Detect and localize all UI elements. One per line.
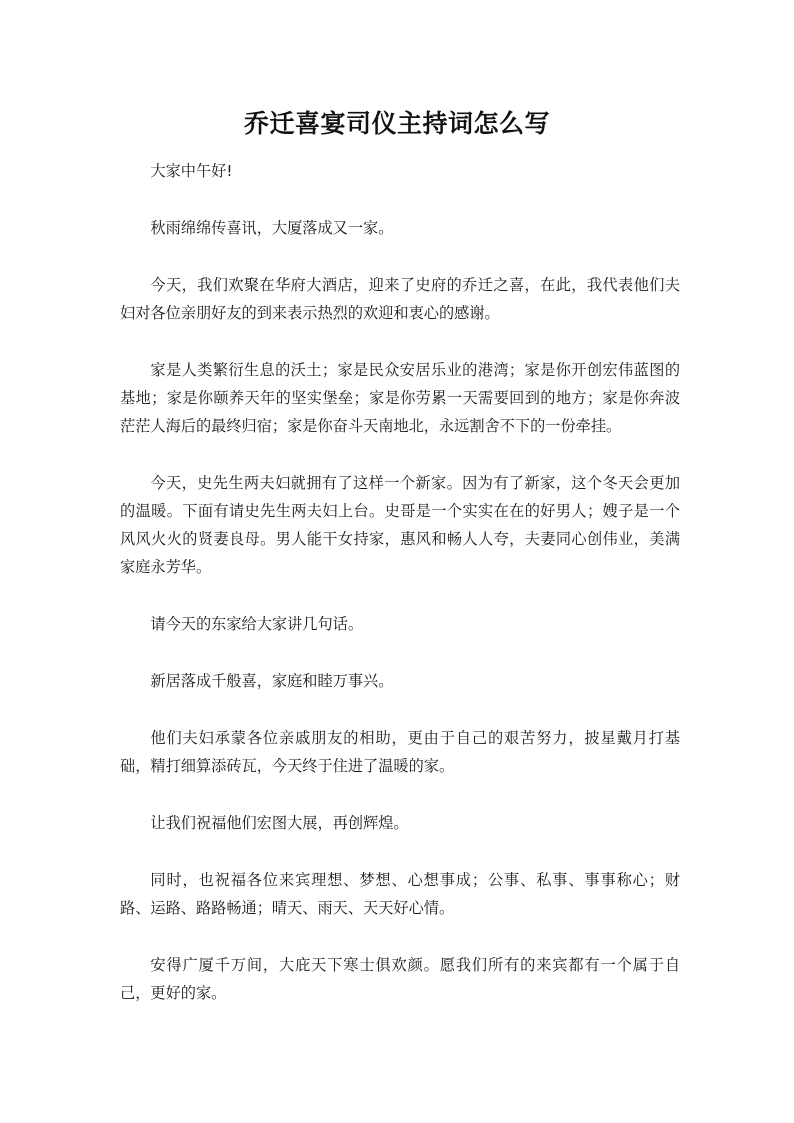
paragraph: 今天，我们欢聚在华府大酒店，迎来了史府的乔迁之喜，在此，我代表他们夫妇对各位亲朋好友的到来表示热烈的欢迎和衷心的感谢。 [120,276,680,322]
paragraph: 同时，也祝福各位来宾理想、梦想、心想事成；公事、私事、事事称心；财路、运路、路路畅通；晴天、雨天、天天好心情。 [120,871,680,917]
document-title: 乔迁喜宴司仪主持词怎么写 [243,109,550,138]
paragraph-greeting: 大家中午好! [150,162,233,180]
paragraph: 请今天的东家给大家讲几句话。 [150,615,364,633]
paragraph: 新居落成千般喜，家庭和睦万事兴。 [150,672,394,690]
paragraph: 今天，史先生两夫妇就拥有了这样一个新家。因为有了新家，这个冬天会更加的温暖。下面有请史先生两夫妇上台。史哥是一个实实在在的好男人；嫂子是一个风风火火的贤妻良母。男人能干女持家，惠风和畅人人夸，夫妻同心创伟业，美满家庭永芳华。 [120,474,680,576]
paragraph: 家是人类繁衍生息的沃土；家是民众安居乐业的港湾；家是你开创宏伟蓝图的基地；家是你颐养天年的坚实堡垒；家是你劳累一天需要回到的地方；家是你奔波茫茫人海后的最终归宿；家是你奋斗天南地北，永远割舍不下的一份牵挂。 [120,361,680,435]
paragraph: 他们夫妇承蒙各位亲戚朋友的相助，更由于自己的艰苦努力，披星戴月打基础，精打细算添砖瓦，今天终于住进了温暖的家。 [120,729,680,775]
paragraph-closing: 安得广厦千万间，大庇天下寒士俱欢颜。愿我们所有的来宾都有一个属于自己，更好的家。 [120,956,680,1002]
paragraph: 让我们祝福他们宏图大展，再创辉煌。 [150,814,409,832]
paragraph: 秋雨绵绵传喜讯，大厦落成又一家。 [150,219,394,237]
document-body [120,157,680,1036]
